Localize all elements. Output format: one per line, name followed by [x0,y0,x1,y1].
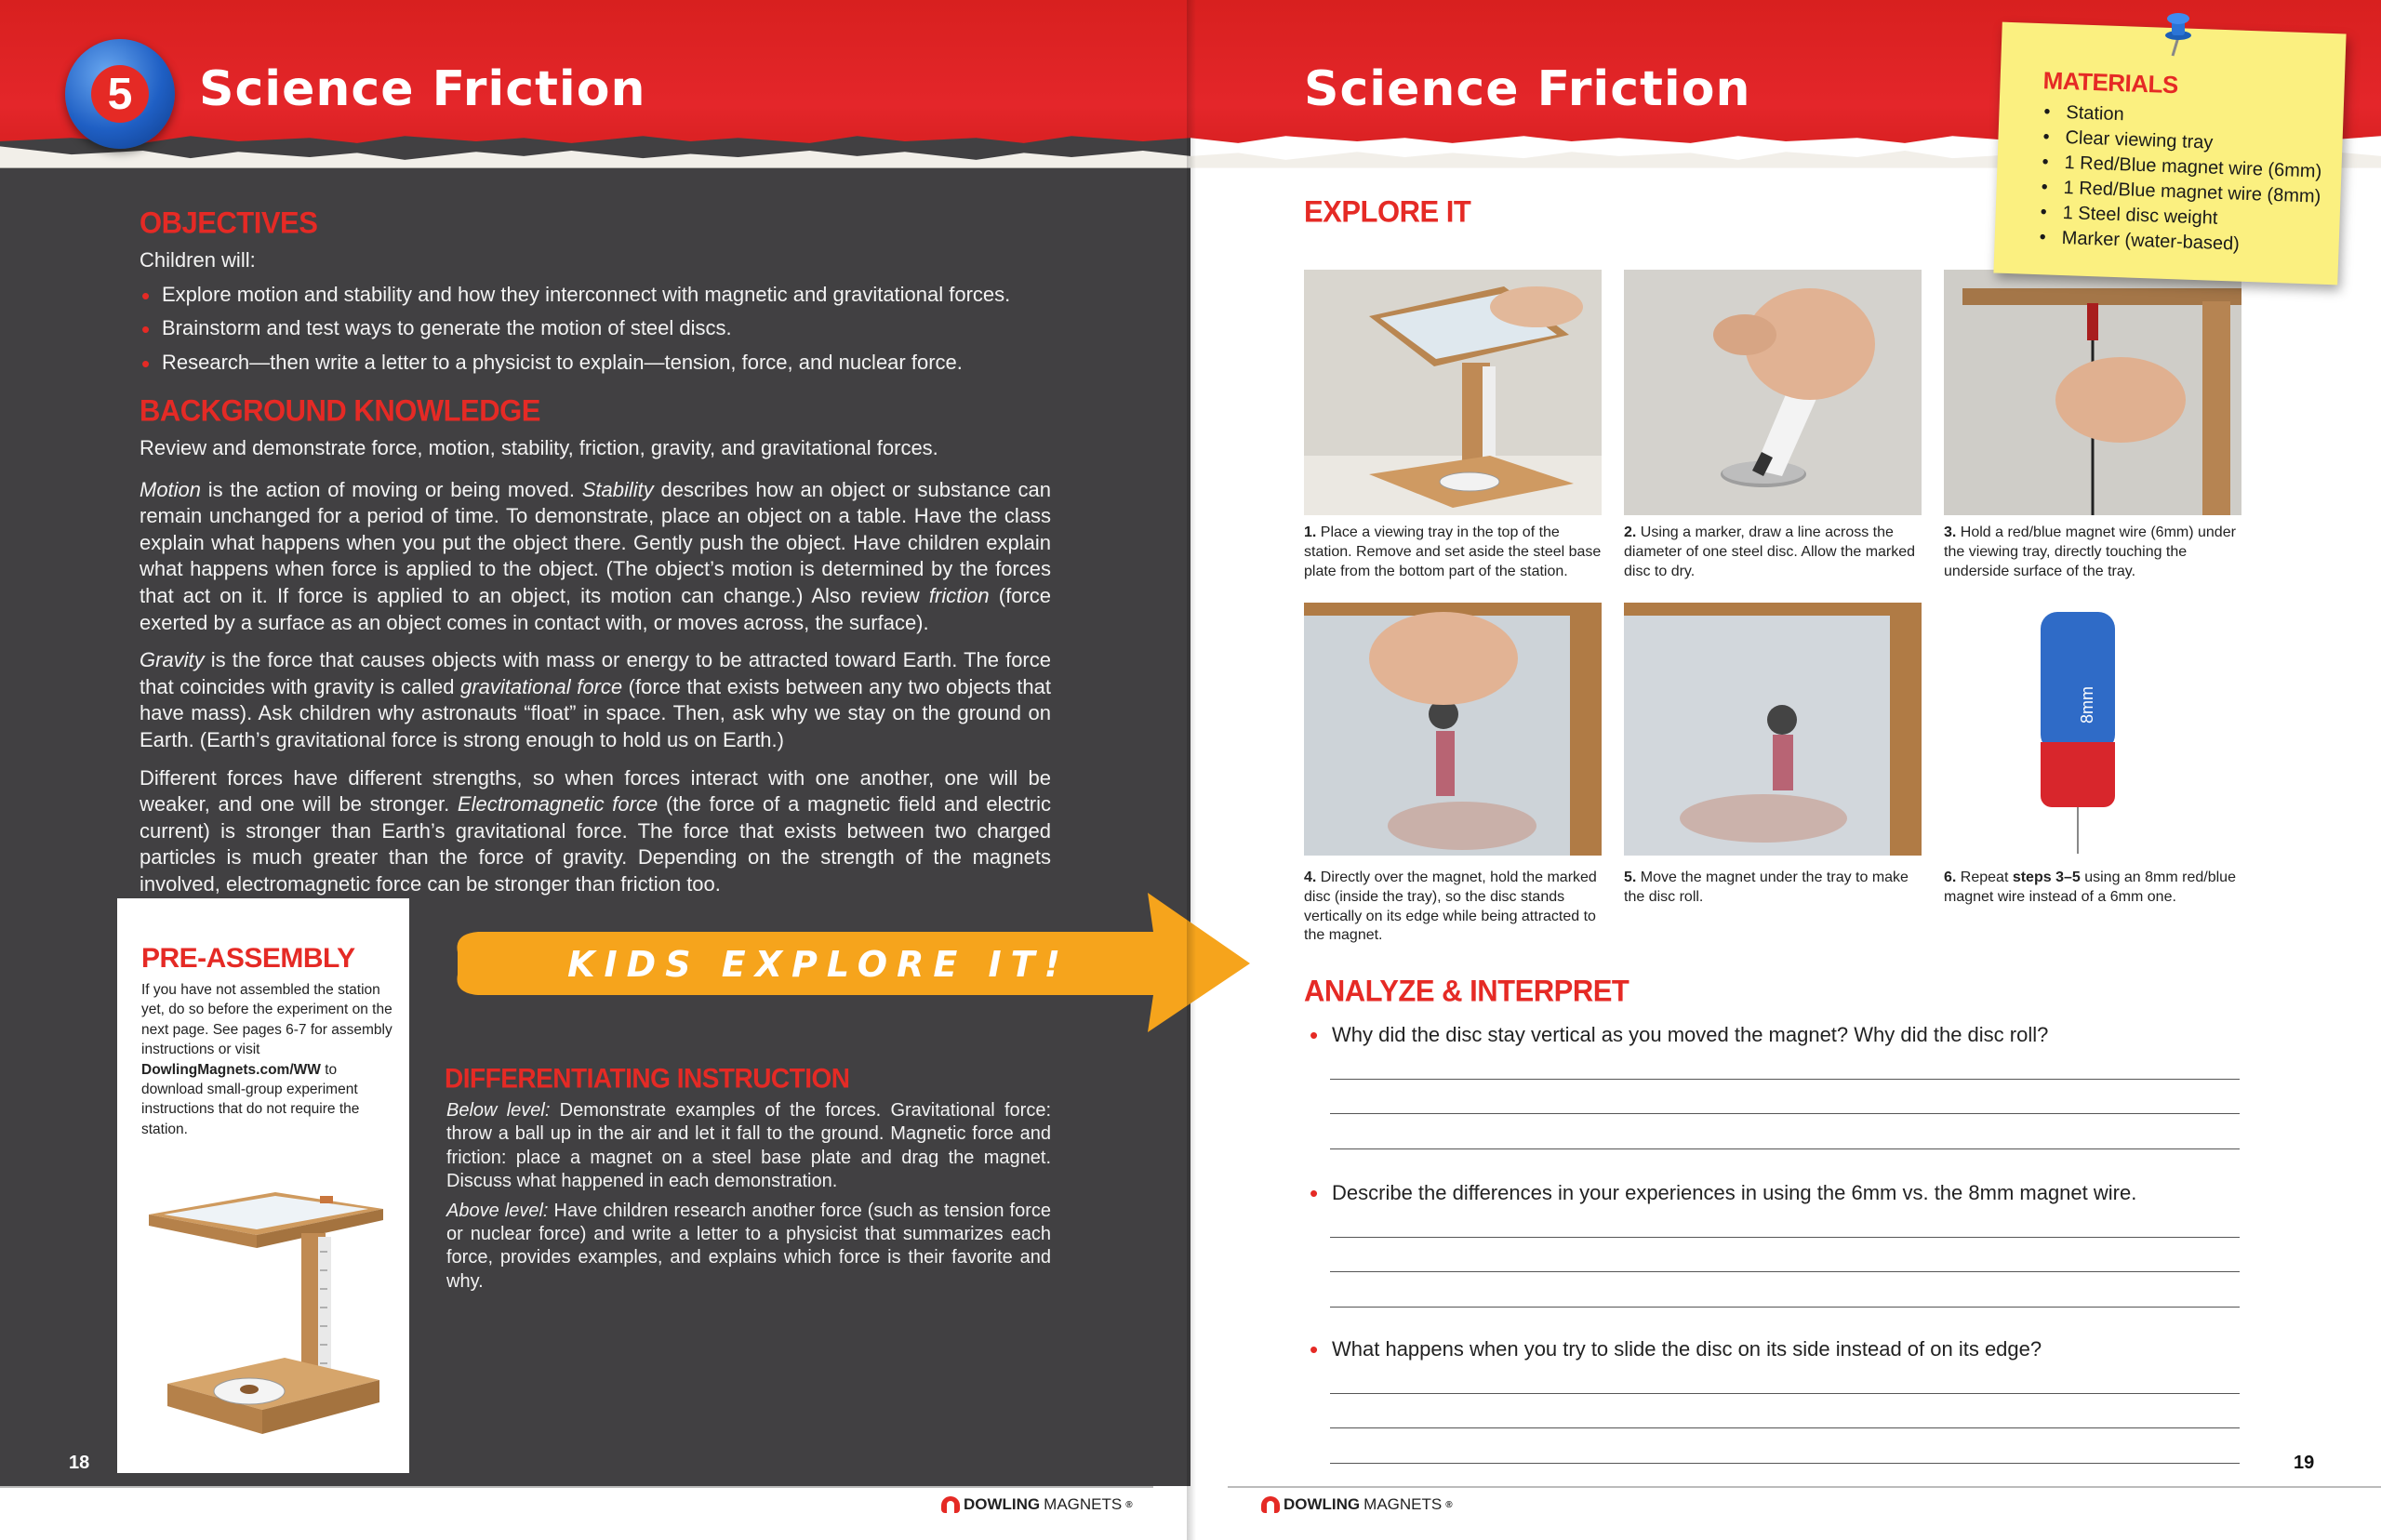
step-3-photo [1944,270,2241,515]
background-heading: BACKGROUND KNOWLEDGE [140,393,540,428]
step-6-caption [1944,869,2251,908]
right-page-number: 19 [2294,1453,2315,1473]
differentiating-heading: DIFFERENTIATING INSTRUCTION [445,1063,850,1094]
page-gutter [1187,0,1196,1540]
analyze-heading: ANALYZE & INTERPRET [1304,974,1629,1008]
objective-item: • Brainstorm and test ways to generate the motion of steel discs. [140,315,1060,342]
objectives-intro: Children will: [140,248,256,272]
step-text: using an 8mm red/blue magnet wire instead of a 6mm one. [1944,870,2236,905]
step-1-caption [1304,524,1611,581]
step-text: Using a marker, draw a line across the diameter of one steel disc. Allow the marked disc to dry. [1624,524,1916,579]
step-text: Move the magnet under the tray to make the disc roll. [1624,870,1909,905]
text-span: is the force that causes objects with mass or energy to be attracted toward Earth. The force that coincides with gravity is called [140,648,1051,698]
materials-heading: MATERIALS [2042,66,2179,100]
pre-assembly-text [141,980,400,1139]
text-span: (force exerted by a surface as an object comes in contact with, or moves across, the surface). [140,583,1051,634]
objective-item: • Research—then write a letter to a physicist to explain—tension, force, and nuclear force. [140,350,1060,377]
website-link[interactable]: DowlingMagnets.com/WW [141,1061,321,1078]
step-2-caption [1624,524,1931,581]
step-number: 1. [1304,524,1317,540]
answer-line[interactable] [1330,1307,2240,1308]
arrow-label: KIDS EXPLORE IT! [567,944,1070,985]
step-number: 4. [1304,870,1317,885]
term-electromagnetic-force: Electromagnetic force [457,792,658,816]
below-level-paragraph [446,1099,1051,1194]
step-4-caption [1304,869,1611,946]
objectives-list [140,282,1060,377]
step-text: Repeat [1956,870,2013,885]
objective-item: • Explore motion and stability and how they interconnect with magnetic and gravitational forces. [140,282,1060,309]
text-span: Different forces have different strengths, so when forces interact with one another, one will be weaker, and one will be stronger. [140,765,1051,816]
text-span: (the force of a magnetic field and electric current) is stronger than Earth’s gravitational force. The force that exists between two charged particles is much greater than the force of gravity. Depending on the strength of the magnets involved, electromagnetic force can be stronger than friction too. [140,792,1052,896]
step-5-photo [1624,603,1922,856]
text-span: Have children research another force (such as tension force or nuclear force) and write a letter to a physicist that summarizes each force, provides examples, and explains which force is their favorite and why. [446,1200,1051,1292]
pre-assembly-card [117,898,409,1473]
text-span: (force that exists between any two objects that have mass). Ask children why astronauts “float” in space. Then, ask why we stay on the ground on Earth. (Earth’s gravitational force is strong enough to hold us on Earth.) [140,674,1051,751]
material-item: • 1 Red/Blue magnet wire (6mm) [2042,150,2322,184]
question-1: • Why did the disc stay vertical as you moved the magnet? Why did the disc roll? [1332,1023,2048,1047]
step-5-caption [1624,869,1931,908]
step-6-photo [1944,603,2241,856]
explore-heading: EXPLORE IT [1304,194,1471,229]
answer-line[interactable] [1330,1393,2240,1394]
right-page-title: Science Friction [1304,61,1751,117]
logo-text-light: MAGNETS [1044,1495,1123,1513]
step-3-caption [1944,524,2251,581]
material-item: • 1 Steel disc weight [2040,200,2321,234]
answer-line[interactable] [1330,1237,2240,1238]
pre-assembly-heading: PRE-ASSEMBLY [141,943,355,974]
material-item: • 1 Red/Blue magnet wire (8mm) [2041,175,2321,209]
answer-line[interactable] [1330,1113,2240,1114]
term-stability: Stability [581,477,654,501]
step-2-photo [1624,270,1922,515]
background-intro: Review and demonstrate force, motion, stability, friction, gravity, and gravitational forces. [140,436,938,459]
text-span: to download small-group experiment instructions that do not require the station. [141,1061,360,1137]
term-motion: Motion [140,477,202,501]
text-span: If you have not assembled the station yet, do so before the experiment on the next page. See pages 6-7 for assembly instructions or visit [141,982,392,1058]
right-footer-logo [1261,1495,1453,1514]
step-number: 3. [1944,524,1957,540]
right-footer-rule [1228,1486,2381,1488]
answer-line[interactable] [1330,1079,2240,1080]
text-span: is the action of moving or being moved. [201,477,582,501]
materials-sticky-note [1993,22,2346,285]
question-3: • What happens when you try to slide the disc on its side instead of on its edge? [1332,1337,2042,1361]
term-friction: friction [928,583,990,607]
step-number: 6. [1944,870,1957,885]
above-level-paragraph [446,1200,1051,1294]
text-span: Demonstrate examples of the forces. Gravitational force: throw a ball up in the air and let it fall to the ground. Magnetic force and friction: place a magnet on a steel base plate and drag the magnet. Discuss what happened in each demonstration. [446,1100,1051,1192]
step-number: 2. [1624,524,1637,540]
logo-text-bold: DOWLING [1284,1495,1361,1513]
material-item: • Clear viewing tray [2042,125,2323,159]
station-illustration [136,1140,396,1456]
step-text: Directly over the magnet, hold the marked disc (inside the tray), so the disc stands vertically on its edge while being attracted to the magnet. [1304,870,1597,944]
left-footer-logo [941,1495,1133,1514]
background-paragraph-motion [140,477,1051,637]
differentiating-block [446,1099,1051,1305]
step-4-photo [1304,603,1602,856]
step-reference: steps 3–5 [2012,870,2081,885]
step-text: Place a viewing tray in the top of the station. Remove and set aside the steel base plate from the bottom part of the station. [1304,524,1602,579]
magnet-logo-icon [941,1496,960,1513]
magnet-logo-icon [1261,1496,1280,1513]
background-block [140,435,1051,909]
background-paragraph-gravity [140,647,1051,753]
material-item: • Marker (water-based) [2039,225,2320,259]
step-number: 5. [1624,870,1637,885]
chapter-number: 5 [91,65,149,123]
term-gravitational-force: gravitational force [460,674,623,698]
push-pin-icon [2160,9,2197,58]
text-span: describes how an object or substance can remain unchanged for a period of time. To demonstrate, place an object on a table. Have the class explain what happens when you put the object there. Gently push the object. Have children explain what happens when force is applied to the object. (The object’s motion is determined by the forces that act on it. If force is applied to an object, its motion can change.) Also review [140,477,1051,607]
logo-text-light: MAGNETS [1363,1495,1443,1513]
logo-trademark: ® [1125,1499,1133,1510]
magnet-size-label: 8mm [2078,686,2096,724]
logo-text-bold: DOWLING [964,1495,1041,1513]
answer-line[interactable] [1330,1271,2240,1272]
materials-list [2039,100,2323,259]
left-page-title: Science Friction [199,61,646,117]
term-gravity: Gravity [140,648,205,672]
objectives-heading: OBJECTIVES [140,206,318,240]
objectives-block [140,247,1060,383]
left-page-number: 18 [69,1453,90,1473]
answer-line[interactable] [1330,1427,2240,1428]
answer-line[interactable] [1330,1463,2240,1464]
question-2: • Describe the differences in your experiences in using the 6mm vs. the 8mm magnet wire. [1332,1181,2136,1205]
step-1-photo [1304,270,1602,515]
below-level-label: Below level: [446,1100,551,1121]
answer-line[interactable] [1330,1148,2240,1149]
step-text: Hold a red/blue magnet wire (6mm) under the viewing tray, directly touching the underside surface of the tray. [1944,524,2236,579]
left-footer-rule [0,1486,1153,1488]
chapter-badge [65,39,175,149]
above-level-label: Above level: [446,1200,549,1221]
material-item: • Station [2043,100,2324,134]
logo-trademark: ® [1445,1499,1453,1510]
background-paragraph-forces [140,765,1051,898]
